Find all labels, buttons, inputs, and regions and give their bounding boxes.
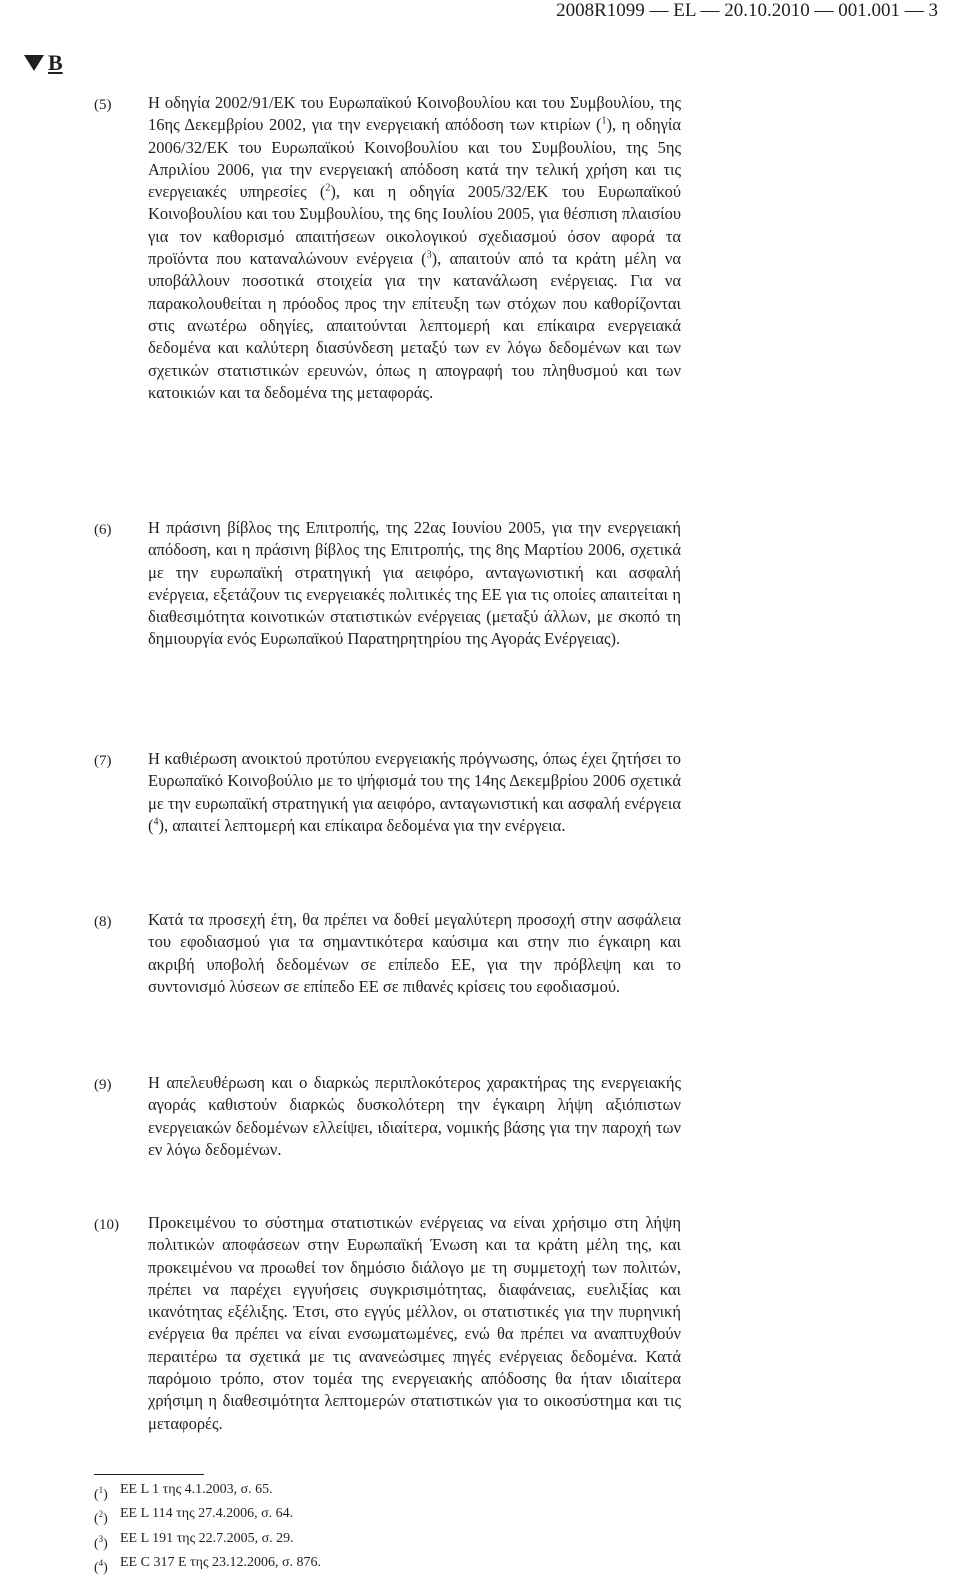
recital-text-segment: ), απαιτούν από τα κράτη μέλη να υποβάλλουν ποσοτικά στοιχεία για την κατανάλωση ενέργειας. Για να παρακολουθείται η πρόοδος προς την επίτευξη των στόχων που καθορίζονται στις ανωτέρω οδηγίες, απαιτούνται λεπτομερή και επίκαιρα ενεργειακά δεδομένα και καλύτερη διασύνδεση μεταξύ των εν λόγω δεδομένων και των σχετικών στατιστικών ερευνών, όπως η απογραφή του πληθυσμού και των κατοικιών και τα δεδομένα της μεταφοράς. bbox=[148, 249, 681, 402]
footnote-item bbox=[94, 1554, 321, 1578]
recital-number: (8) bbox=[94, 914, 112, 930]
recital-text-segment: ), απαιτεί λεπτομερή και επίκαιρα δεδομένα για την ενέργεια. bbox=[158, 815, 566, 835]
footnote-item bbox=[94, 1530, 321, 1554]
recital-text bbox=[148, 748, 681, 837]
footnote-ref[interactable]: 2 bbox=[325, 182, 331, 194]
footnote-text: ΕΕ L 114 της 27.4.2006, σ. 64. bbox=[120, 1506, 294, 1522]
recital-9 bbox=[94, 1072, 681, 1161]
recital-text-segment: ), και η οδηγία 2005/32/ΕΚ του Ευρωπαϊκού Κοινοβουλίου και του Συμβουλίου, της 6ης Ιουλίου 2005, για θέσπιση πλαισίου για τον καθορισμό απαιτήσεων οικολογικού σχεδιασμού όσον αφορά τα προϊόντα που καταναλώνουν ενέργεια ( bbox=[148, 182, 681, 269]
marker-letter: B bbox=[48, 50, 63, 75]
recital-text bbox=[148, 92, 681, 404]
footnote-divider bbox=[94, 1474, 204, 1475]
footnote-item bbox=[94, 1481, 321, 1505]
footnote-number: ($^2$) bbox=[94, 1509, 108, 1527]
amendment-marker bbox=[24, 50, 63, 76]
recital-8 bbox=[94, 909, 681, 998]
footnote-ref[interactable]: 1 bbox=[601, 115, 607, 127]
footnote-text: ΕΕ C 317 E της 23.12.2006, σ. 876. bbox=[120, 1554, 322, 1570]
footnote-text: ΕΕ L 191 της 22.7.2005, σ. 29. bbox=[120, 1530, 294, 1546]
recital-text-segment: Η καθιέρωση ανοικτού προτύπου ενεργειακής πρόγνωσης, όπως έχει ζητήσει το Ευρωπαϊκό Κοινοβούλιο με το ψήφισμά του της 14ης Δεκεμβρίου 2006 σχετικά με την ευρωπαϊκή στρατηγική για αειφόρο, ανταγωνιστική και ασφαλή ενέργεια ( bbox=[148, 749, 681, 835]
recital-number: (9) bbox=[94, 1077, 112, 1093]
recital-number: (10) bbox=[94, 1217, 119, 1233]
footnote-text: ΕΕ L 1 της 4.1.2003, σ. 65. bbox=[120, 1482, 273, 1497]
recital-text: Προκειμένου το σύστημα στατιστικών ενέργειας να είναι χρήσιμο στη λήψη πολιτικών αποφάσεων στην Ευρωπαϊκή Ένωση και τα κράτη μέλη της, και προκειμένου να προωθεί τον δημόσιο διάλογο με τη συμμετοχή των πολιτών, πρέπει να παρέχει εγγυήσεις συγκρισιμότητας, διαφάνειας, ευελιξίας και ικανότητας εξέλιξης. Έτσι, στο εγγύς μέλλον, οι στατιστικές για την πυρηνική ενέργεια θα πρέπει να είναι ενσωματωμένες, ενώ θα πρέπει να αναπτυχθούν περαιτέρω τα σχετικά με τις ανανεώσιμες πηγές ενέργειας δεδομένα. Κατά παρόμοιο τρόπο, στον τομέα της ενεργειακής απόδοσης θα ήταν ιδιαίτερα χρήσιμη η διαθεσιμότητα λεπτομερών στατιστικών για το οικοσύστημα και τις μεταφορές. bbox=[148, 1213, 681, 1433]
recital-text: Η απελευθέρωση και ο διαρκώς περιπλοκότερος χαρακτήρας της ενεργειακής αγοράς καθιστούν διαρκώς δυσκολότερη την έγκαιρη λήψη αξιόπιστων ενεργειακών δεδομένων ελλείψει, ιδιαίτερα, νομικής βάσης για την παροχή των εν λόγω δεδομένων. bbox=[148, 1073, 681, 1159]
footnote-number: ($^1$) bbox=[94, 1485, 108, 1503]
recital-6 bbox=[94, 517, 681, 651]
recital-text: Η πράσινη βίβλος της Επιτροπής, της 22ας Ιουνίου 2005, για την ενεργειακή απόδοση, και η πράσινη βίβλος της Επιτροπής, της 8ης Μαρτίου 2006, σχετικά με την ευρωπαϊκή στρατηγική για αειφόρο, ανταγωνιστική και ασφαλή ενέργεια, εξετάζουν τις ενεργειακές πολιτικές της ΕΕ για τις οποίες απαιτείται η διαθεσιμότητα κοινοτικών στατιστικών ενέργειας (μεταξύ άλλων, με σκοπό τη δημιουργία ενός Ευρωπαϊκού Παρατηρητηρίου της Αγοράς Ενέργειας). bbox=[148, 518, 681, 649]
recital-7 bbox=[94, 748, 681, 837]
document-header: 2008R1099 — EL — 20.10.2010 — 001.001 — 3 bbox=[556, 0, 938, 21]
footnote-item bbox=[94, 1505, 321, 1529]
recital-text-segment: ), η οδηγία 2006/32/ΕΚ του Ευρωπαϊκού Κοινοβουλίου και του Συμβουλίου, της 5ης Απριλίου 2006, για την ενεργειακή απόδοση κατά την τελική χρήση και τις ενεργειακές υπηρεσίες ( bbox=[148, 115, 682, 202]
footnote-ref[interactable]: 4 bbox=[153, 816, 159, 828]
recital-text: Κατά τα προσεχή έτη, θα πρέπει να δοθεί μεγαλύτερη προσοχή στην ασφάλεια του εφοδιασμού για τα σημαντικότερα καύσιμα και στην πιο έγκαιρη και ακριβή υποβολή δεδομένων σε επίπεδο ΕΕ, για την πρόβλεψη και το συντονισμό λύσεων σε επίπεδο ΕΕ σε πιθανές κρίσεις του εφοδιασμού. bbox=[148, 910, 681, 996]
recital-10 bbox=[94, 1212, 681, 1435]
recital-number: (6) bbox=[94, 522, 112, 538]
footnotes bbox=[94, 1481, 321, 1578]
footnote-number: ($^3$) bbox=[94, 1533, 108, 1552]
footnote-number: ($^4$) bbox=[94, 1557, 108, 1576]
recital-number: (7) bbox=[94, 753, 112, 769]
recital-5 bbox=[94, 92, 681, 404]
recital-text-segment: Η οδηγία 2002/91/ΕΚ του Ευρωπαϊκού Κοινοβουλίου και του Συμβουλίου, της 16ης Δεκεμβρίου 2002, για την ενεργειακή απόδοση των κτιρίων ( bbox=[148, 93, 681, 135]
triangle-down-icon bbox=[24, 55, 44, 71]
footnote-ref[interactable]: 3 bbox=[426, 249, 432, 261]
recital-number: (5) bbox=[94, 97, 112, 113]
